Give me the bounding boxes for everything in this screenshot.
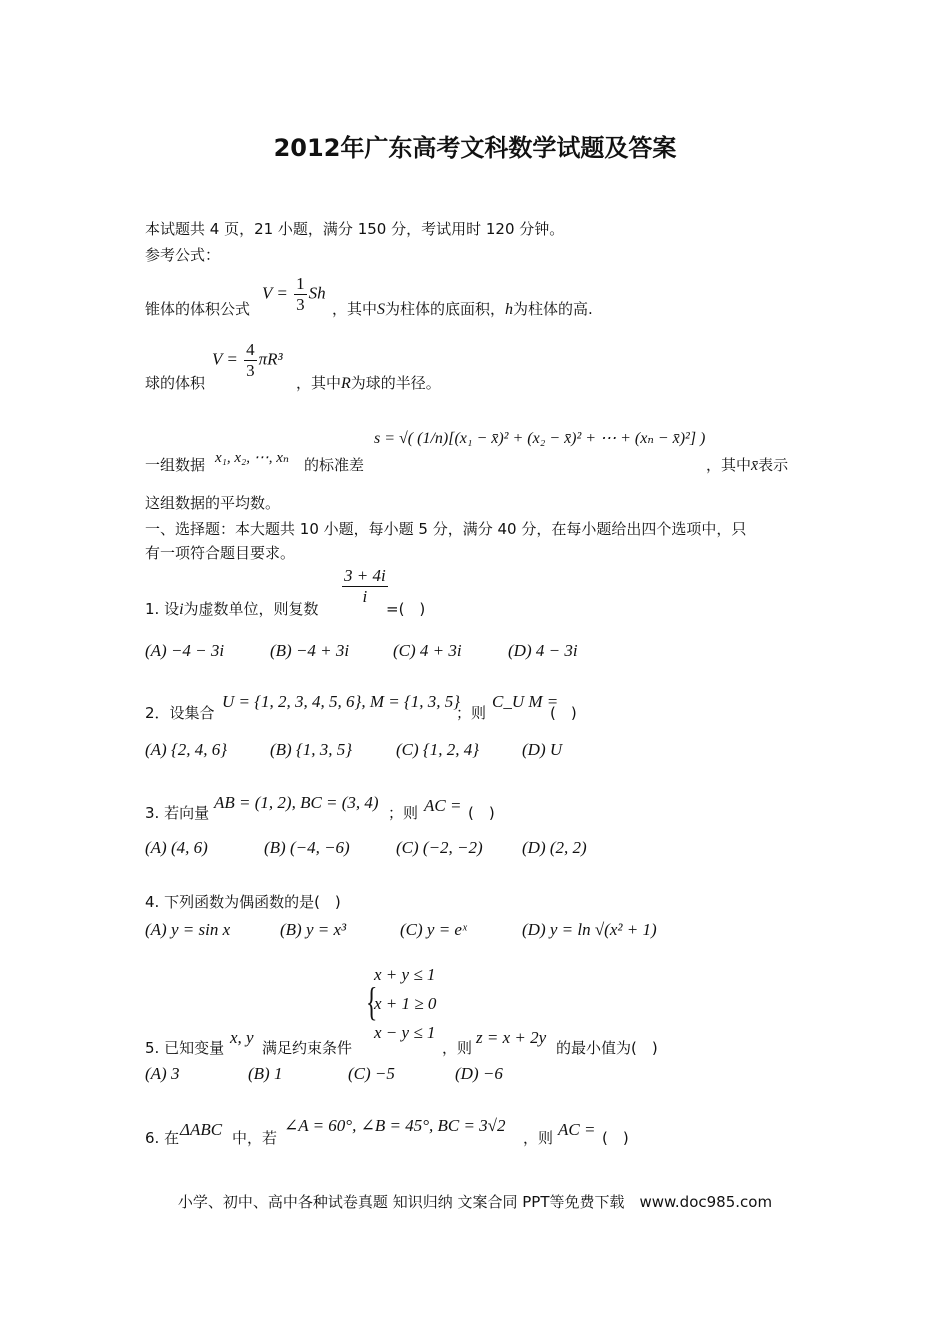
q5-vars: x, y bbox=[230, 1028, 254, 1047]
cone-formula-label: 锥体的体积公式 bbox=[145, 300, 251, 318]
cone-lhs: V = bbox=[262, 283, 293, 303]
std-mid: ，其中 bbox=[706, 456, 752, 474]
q2-option-c: (C) {1, 2, 4} bbox=[396, 740, 480, 759]
cone-frac-num: 1 bbox=[296, 274, 305, 293]
std-desc-text: 表示 bbox=[758, 456, 789, 474]
q6-triangle: ΔABC bbox=[180, 1120, 223, 1139]
q1-option-a: (A) −4 − 3i bbox=[145, 641, 225, 660]
std-var-xbar: x̄ bbox=[751, 457, 759, 474]
q5-prefix: 5. 已知变量 bbox=[145, 1039, 225, 1057]
q5-option-b: (B) 1 bbox=[248, 1064, 283, 1083]
q5-constraint-2: x + 1 ≥ 0 bbox=[374, 994, 437, 1013]
q6-mid-2: ，则 bbox=[523, 1129, 554, 1147]
q1-var-i: i bbox=[179, 601, 184, 618]
q5-brace: { bbox=[365, 979, 378, 1024]
q5-constraint-1: x + y ≤ 1 bbox=[374, 965, 436, 984]
q2-option-d: (D) U bbox=[522, 740, 563, 759]
q5-suffix: 的最小值为( ) bbox=[556, 1039, 658, 1057]
cone-rhs: Sh bbox=[308, 283, 326, 303]
cone-mid: ，其中 bbox=[332, 300, 378, 318]
q5-option-c: (C) −5 bbox=[348, 1064, 395, 1083]
q4-text: 4. 下列函数为偶函数的是( ) bbox=[145, 893, 341, 911]
sphere-mid: ，其中 bbox=[296, 374, 342, 392]
sphere-desc-text: 为球的半径。 bbox=[350, 374, 441, 392]
q4-option-a: (A) y = sin x bbox=[145, 920, 231, 939]
q2-suffix: ( ) bbox=[550, 704, 577, 722]
cone-var-h: h bbox=[505, 301, 514, 318]
std-desc-2: 这组数据的平均数。 bbox=[145, 494, 281, 512]
sphere-frac-den: 3 bbox=[246, 361, 255, 380]
q2-prefix: 2．设集合 bbox=[145, 704, 215, 722]
std-label: 一组数据 bbox=[145, 456, 206, 474]
q1-text: 为虚数单位，则复数 bbox=[183, 600, 319, 618]
q6-suffix: ( ) bbox=[602, 1129, 629, 1147]
q6-expr-2: AC = bbox=[558, 1120, 596, 1139]
q4-option-c: (C) y = eˣ bbox=[400, 920, 467, 939]
q5-option-a: (A) 3 bbox=[145, 1064, 180, 1083]
q3-option-a: (A) (4, 6) bbox=[145, 838, 208, 857]
q1-option-d: (D) 4 − 3i bbox=[508, 641, 578, 660]
q5-text: 满足约束条件 bbox=[262, 1039, 353, 1057]
q1-frac-den: i bbox=[362, 587, 368, 606]
std-data: x₁, x₂, ⋯, xₙ bbox=[215, 450, 289, 466]
std-expr: s = √( (1/n)[(x₁ − x̄)² + (x₂ − x̄)² + ⋯ + (xₙ − x̄)²] ) bbox=[374, 430, 706, 447]
q2-option-a: (A) {2, 4, 6} bbox=[145, 740, 228, 759]
q1-frac-num: 3 + 4i bbox=[344, 566, 386, 585]
std-desc bbox=[706, 454, 788, 475]
q1-option-b: (B) −4 + 3i bbox=[270, 641, 350, 660]
q3-suffix: ( ) bbox=[468, 804, 495, 822]
q5-option-d: (D) −6 bbox=[455, 1064, 503, 1083]
q3-mid: ；则 bbox=[388, 804, 419, 822]
std-label-2: 的标准差 bbox=[304, 456, 365, 474]
q3-prefix: 3. 若向量 bbox=[145, 804, 210, 822]
cone-var-s: S bbox=[377, 301, 386, 318]
cone-desc-1: 为柱体的底面积， bbox=[385, 300, 506, 318]
sphere-var-r: R bbox=[341, 375, 351, 392]
sphere-rhs: πR³ bbox=[258, 349, 283, 369]
section1-line-2: 有一项符合题目要求。 bbox=[145, 544, 296, 562]
cone-desc-2: 为柱体的高. bbox=[513, 300, 593, 318]
q3-option-b: (B) (−4, −6) bbox=[264, 838, 350, 857]
q4-option-b: (B) y = x³ bbox=[280, 920, 347, 939]
q5-constraint-3: x − y ≤ 1 bbox=[374, 1023, 436, 1042]
q6-expr: ∠A = 60°, ∠B = 45°, BC = 3√2 bbox=[284, 1116, 506, 1135]
cone-frac-den: 3 bbox=[296, 295, 305, 314]
q3-expr: AB = (1, 2), BC = (3, 4) bbox=[214, 793, 379, 812]
page-footer: 小学、初中、高中各种试卷真题 知识归纳 文案合同 PPT等免费下载 www.doc985.com bbox=[177, 1193, 773, 1211]
intro-line-1: 本试题共 4 页，21 小题，满分 150 分，考试用时 120 分钟。 bbox=[145, 220, 565, 238]
sphere-desc bbox=[296, 372, 441, 393]
q5-expr: z = x + 2y bbox=[476, 1028, 547, 1047]
q6-prefix: 6. 在 bbox=[145, 1129, 180, 1147]
section1-line-1: 一、选择题：本大题共 10 小题，每小题 5 分，满分 40 分，在每小题给出四个选项中，只 bbox=[145, 520, 747, 538]
q2-option-b: (B) {1, 3, 5} bbox=[270, 740, 353, 759]
q1-suffix: =( ) bbox=[386, 600, 426, 618]
q1-stem bbox=[145, 598, 319, 619]
q1-option-c: (C) 4 + 3i bbox=[393, 641, 462, 660]
q3-option-c: (C) (−2, −2) bbox=[396, 838, 483, 857]
q2-expr: U = {1, 2, 3, 4, 5, 6}, M = {1, 3, 5} bbox=[222, 692, 461, 711]
sphere-formula bbox=[212, 340, 283, 381]
q4-option-d: (D) y = ln √(x² + 1) bbox=[522, 920, 657, 939]
q5-mid: ，则 bbox=[442, 1039, 473, 1057]
sphere-lhs: V = bbox=[212, 349, 243, 369]
q3-expr-2: AC = bbox=[424, 796, 462, 815]
sphere-frac-num: 4 bbox=[246, 340, 255, 359]
q1-fraction bbox=[340, 566, 390, 607]
q3-option-d: (D) (2, 2) bbox=[522, 838, 587, 857]
intro-line-2: 参考公式： bbox=[145, 246, 221, 264]
cone-desc bbox=[332, 298, 593, 319]
q2-expr-2: C_U M = bbox=[492, 692, 559, 711]
q2-mid: ；则 bbox=[456, 704, 487, 722]
q6-mid: 中，若 bbox=[232, 1129, 278, 1147]
page-title: 2012年广东高考文科数学试题及答案 bbox=[273, 134, 677, 162]
cone-formula bbox=[262, 274, 326, 315]
q1-prefix: 1. 设 bbox=[145, 600, 180, 618]
sphere-formula-label: 球的体积 bbox=[145, 374, 206, 392]
